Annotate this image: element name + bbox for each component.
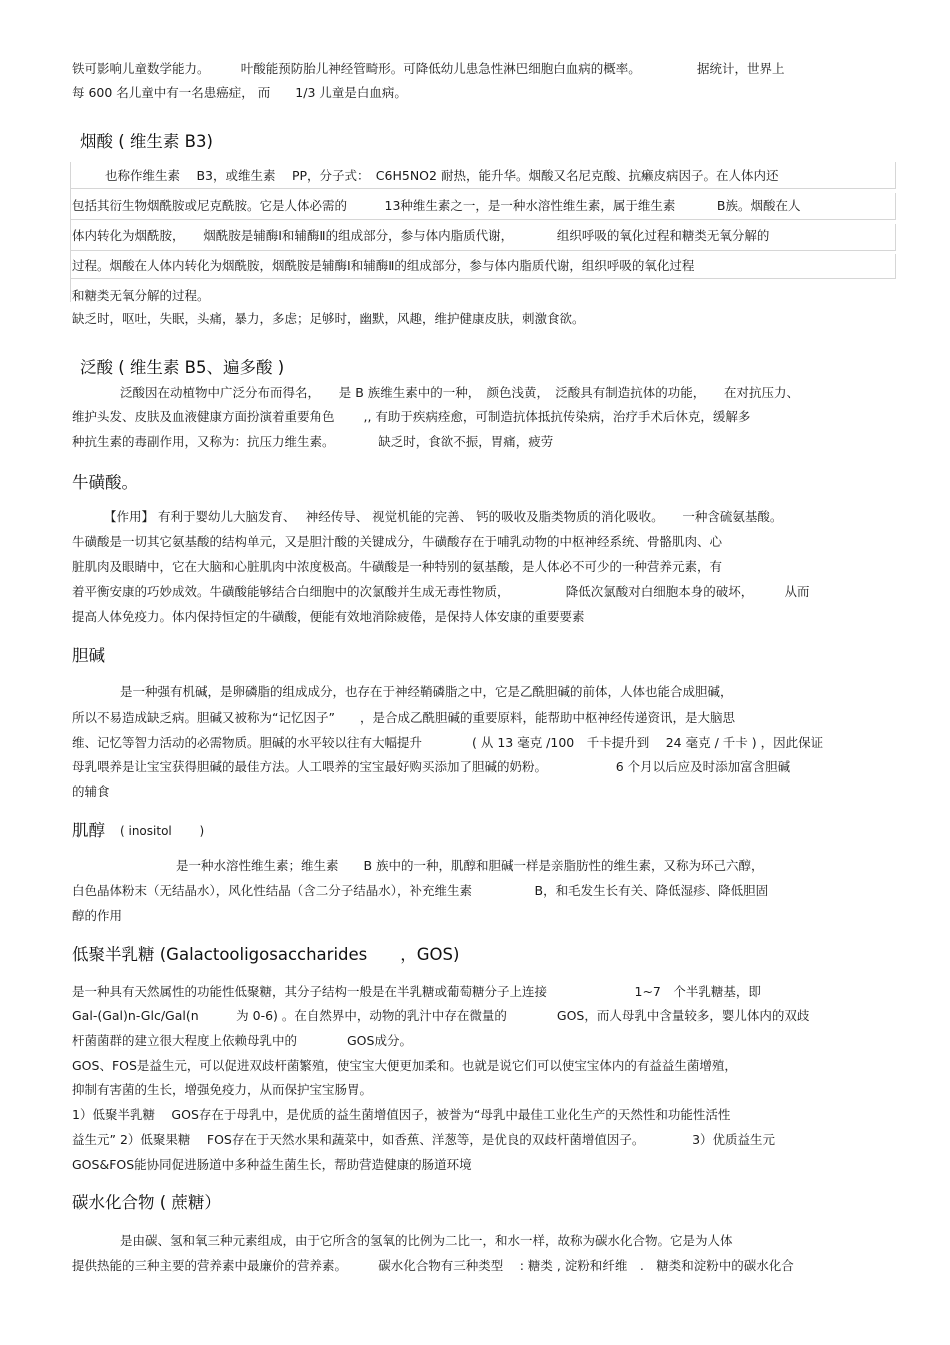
niacin-line-5: 和糖类无氧分解的过程。 bbox=[72, 288, 210, 303]
gos-line-5: 抑制有害菌的生长，增强免疫力，从而保护宝宝肠胃。 bbox=[72, 1082, 373, 1097]
inositol-line-1: 是一种水溶性维生素；维生素 B 族中的一种，肌醇和胆碱一样是亲脂肪性的维生素，又称为环己六醇， bbox=[176, 858, 764, 873]
taurine-title: 牛磺酸。 bbox=[72, 473, 138, 492]
niacin-line-3: 体内转化为烟酰胺， 烟酰胺是辅酶Ⅰ和辅酶Ⅱ的组成部分，参与体内脂质代谢， 组织呼吸的氧化过程和糖类无氧分解的 bbox=[72, 228, 770, 243]
niacin-line-2: 包括其衍生物烟酰胺或尼克酰胺。它是人体必需的 13种维生素之一，是一种水溶性维生素，属于维生素 B族。烟酸在人 bbox=[72, 198, 801, 213]
pantothenic-line-3: 种抗生素的毒副作用，又称为：抗压力维生素。 缺乏时，食欲不振，胃痛，疲劳 bbox=[72, 434, 554, 449]
inositol-line-2: 白色晶体粉末（无结晶水），风化性结晶（含二分子结晶水），补充维生素 B，和毛发生长有关、降低湿疹、降低胆固 bbox=[72, 883, 769, 898]
iron-line-1: 铁可影响儿童数学能力。 叶酸能预防胎儿神经管畸形。可降低幼儿患急性淋巴细胞白血病的概率。 据统计，世界上 bbox=[72, 61, 785, 76]
gos-line-6: 1）低聚半乳糖 GOS存在于母乳中，是优质的益生菌增值因子，被誉为“母乳中最佳工业化生产的天然性和功能性活性 bbox=[72, 1107, 731, 1122]
gos-line-2: Gal-(Gal)n-Glc/Gal(n 为 0-6) 。在自然界中，动物的乳汁中存在微量的 GOS，而人母乳中含量较多，婴儿体内的双歧 bbox=[72, 1008, 810, 1023]
inositol-title-en: ( inositol ) bbox=[120, 824, 205, 838]
niacin-line-4: 过程。烟酸在人体内转化为烟酰胺，烟酰胺是辅酶Ⅰ和辅酶Ⅱ的组成部分，参与体内脂质代谢，组织呼吸的氧化过程 bbox=[72, 258, 695, 273]
niacin-line-6: 缺乏时，呕吐，失眠，头痛，暴力，多虑；足够时，幽默，风趣，维护健康皮肤，刺激食欲。 bbox=[72, 311, 585, 326]
choline-line-5: 的辅食 bbox=[72, 784, 110, 799]
niacin-line-1: 也称作维生素 B3，或维生素 PP，分子式： C6H5NO2 耐热，能升华。烟酸又名尼克酸、抗癞皮病因子。在人体内还 bbox=[105, 168, 779, 183]
gos-line-1: 是一种具有天然属性的功能性低聚糖，其分子结构一般是在半乳糖或葡萄糖分子上连接 1~7 个半乳糖基，即 bbox=[72, 984, 761, 999]
choline-line-1: 是一种强有机碱，是卵磷脂的组成成分，也存在于神经鞘磷脂之中，它是乙酰胆碱的前体，人体也能合成胆碱， bbox=[120, 684, 733, 699]
pantothenic-line-2: 维护头发、皮肤及血液健康方面扮演着重要角色 ,, 有助于疾病痊愈，可制造抗体抵抗传染病，治疗手术后休克，缓解多 bbox=[72, 409, 751, 424]
gos-title: 低聚半乳糖 (Galactooligosaccharides ，GOS) bbox=[72, 945, 460, 964]
choline-title: 胆碱 bbox=[72, 646, 105, 665]
pantothenic-title: 泛酸 ( 维生素 B5、遍多酸 ) bbox=[80, 358, 285, 377]
taurine-line-1: 【作用】 有利于婴幼儿大脑发育、 神经传导、 视觉机能的完善、 钙的吸收及脂类物质的消化吸收。 一种含硫氨基酸。 bbox=[104, 509, 783, 524]
gos-line-3: 杆菌菌群的建立很大程度上依赖母乳中的 GOS成分。 bbox=[72, 1033, 412, 1048]
inositol-line-3: 醇的作用 bbox=[72, 908, 123, 923]
choline-line-2: 所以不易造成缺乏病。胆碱又被称为“记忆因子” ，是合成乙酰胆碱的重要原料，能帮助中枢神经传递资讯，是大脑思 bbox=[72, 710, 735, 725]
niacin-title: 烟酸 ( 维生素 B3) bbox=[80, 132, 213, 151]
gos-line-7: 益生元” 2）低聚果糖 FOS存在于天然水果和蔬菜中，如香蕉、洋葱等，是优良的双歧杆菌增值因子。 3）优质益生元 bbox=[72, 1132, 776, 1147]
taurine-line-2: 牛磺酸是一切其它氨基酸的结构单元，又是胆汁酸的关键成分，牛磺酸存在于哺乳动物的中枢神经系统、骨骼肌肉、心 bbox=[72, 534, 723, 549]
carbs-title: 碳水化合物 ( 蔗糖） bbox=[72, 1193, 221, 1212]
taurine-line-3: 脏肌肉及眼睛中，它在大脑和心脏肌肉中浓度极高。牛磺酸是一种特别的氨基酸，是人体必不可少的一种营养元素，有 bbox=[72, 559, 723, 574]
choline-line-4: 母乳喂养是让宝宝获得胆碱的最佳方法。人工喂养的宝宝最好购买添加了胆碱的奶粉。 6 个月以后应及时添加富含胆碱 bbox=[72, 759, 791, 774]
carbs-line-2: 提供热能的三种主要的营养素中最廉价的营养素。 碳水化合物有三种类型 : 糖类 , 淀粉和纤维 . 糖类和淀粉中的碳水化合 bbox=[72, 1258, 794, 1273]
carbs-line-1: 是由碳、氢和氧三种元素组成，由于它所含的氢氧的比例为二比一，和水一样，故称为碳水化合物。它是为人体 bbox=[120, 1233, 733, 1248]
taurine-line-5: 提高人体免疫力。体内保持恒定的牛磺酸，便能有效地消除疲倦，是保持人体安康的重要要素 bbox=[72, 609, 585, 624]
gos-line-4: GOS、FOS是益生元，可以促进双歧杆菌繁殖，使宝宝大便更加柔和。也就是说它们可以使宝宝体内的有益益生菌增殖， bbox=[72, 1058, 737, 1073]
niacin-box-edge bbox=[70, 162, 71, 302]
choline-line-3: 维、记忆等智力活动的必需物质。胆碱的水平较以往有大幅提升 ( 从 13 毫克 /100 千卡提升到 24 毫克 / 千卡 ) ，因此保证 bbox=[72, 735, 824, 750]
pantothenic-line-1: 泛酸因在动植物中广泛分布而得名， 是 B 族维生素中的一种， 颜色浅黄， 泛酸具有制造抗体的功能， 在对抗压力、 bbox=[120, 385, 800, 400]
iron-line-2: 每 600 名儿童中有一名患癌症， 而 1/3 儿童是白血病。 bbox=[72, 85, 407, 100]
inositol-title: 肌醇 bbox=[72, 821, 105, 840]
gos-line-8: GOS&FOS能协同促进肠道中多种益生菌生长，帮助营造健康的肠道环境 bbox=[72, 1157, 472, 1172]
taurine-line-4: 着平衡安康的巧妙成效。牛磺酸能够结合白细胞中的次氯酸并生成无毒性物质， 降低次氯酸对白细胞本身的破坏， 从而 bbox=[72, 584, 810, 599]
